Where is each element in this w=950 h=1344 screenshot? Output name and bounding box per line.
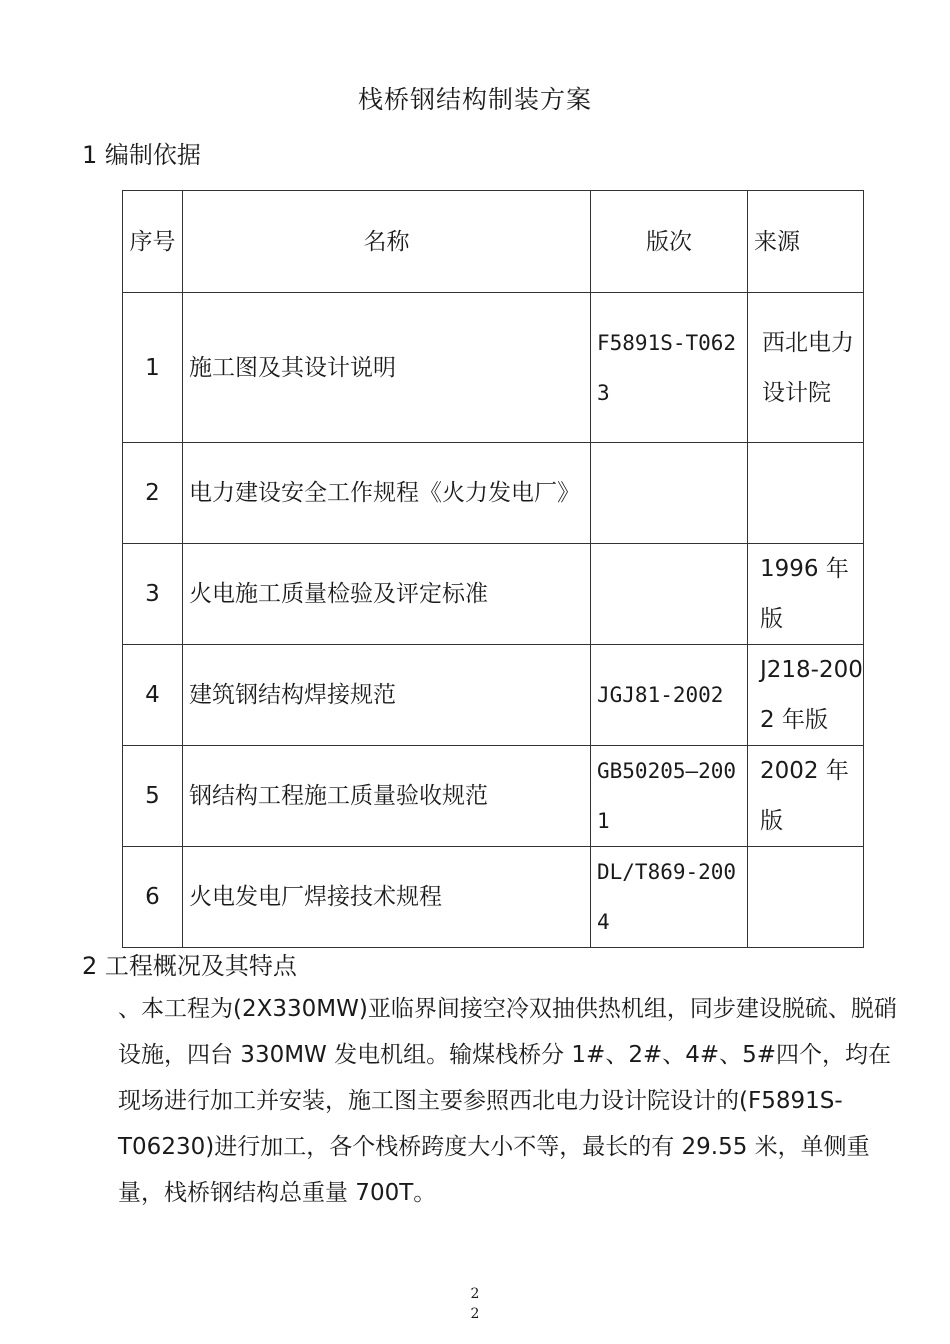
row-source <box>748 443 864 544</box>
table-header-row <box>123 191 864 293</box>
row-number: 4 <box>123 645 183 746</box>
row-source: 1996 年版 <box>748 544 864 645</box>
row-name: 钢结构工程施工质量验收规范 <box>183 746 591 847</box>
row-version: DL/T869-2004 <box>591 847 748 948</box>
row-number: 5 <box>123 746 183 847</box>
row-number: 2 <box>123 443 183 544</box>
row-name: 施工图及其设计说明 <box>183 293 591 443</box>
row-version <box>591 443 748 544</box>
row-number: 1 <box>123 293 183 443</box>
table-row <box>123 293 864 443</box>
overview-paragraph: 、本工程为(2X330MW)亚临界间接空冷双抽供热机组，同步建设脱硫、脱硝设施，四台 330MW 发电机组。输煤栈桥分 1#、2#、4#、5#四个，均在现场进行加工并安装，施工图主要参照西北电力设计院设计的(F5891S-T06230)进行加工，各个栈桥跨度大小不等，最长的有 29.55 米，单侧重量，栈桥钢结构总重量 700T。 <box>118 996 897 1206</box>
page-number: 2 <box>470 1306 480 1322</box>
page-number: 2 <box>470 1286 480 1302</box>
document-title: 栈桥钢结构制装方案 <box>357 85 592 114</box>
section-heading-overview: 2 工程概况及其特点 <box>82 952 297 980</box>
row-source: 2002 年版 <box>748 746 864 847</box>
row-source: J218-2002 年版 <box>748 645 864 746</box>
reference-table <box>122 190 864 948</box>
row-source: 西北电力设计院 <box>748 293 864 443</box>
table-row <box>123 645 864 746</box>
row-number: 3 <box>123 544 183 645</box>
header-name: 名称 <box>183 191 591 293</box>
row-name: 电力建设安全工作规程《火力发电厂》 <box>183 443 591 544</box>
row-number: 6 <box>123 847 183 948</box>
row-version: JGJ81-2002 <box>591 645 748 746</box>
row-source <box>748 847 864 948</box>
header-version: 版次 <box>591 191 748 293</box>
row-name: 火电施工质量检验及评定标准 <box>183 544 591 645</box>
row-name: 火电发电厂焊接技术规程 <box>183 847 591 948</box>
table-row <box>123 847 864 948</box>
section-heading-basis: 1 编制依据 <box>82 141 201 169</box>
row-name: 建筑钢结构焊接规范 <box>183 645 591 746</box>
row-version: F5891S-T0623 <box>591 293 748 443</box>
header-seq: 序号 <box>123 191 183 293</box>
table-row <box>123 443 864 544</box>
table-row <box>123 544 864 645</box>
header-source: 来源 <box>748 191 864 293</box>
row-version: GB50205—2001 <box>591 746 748 847</box>
table-row <box>123 746 864 847</box>
row-version <box>591 544 748 645</box>
